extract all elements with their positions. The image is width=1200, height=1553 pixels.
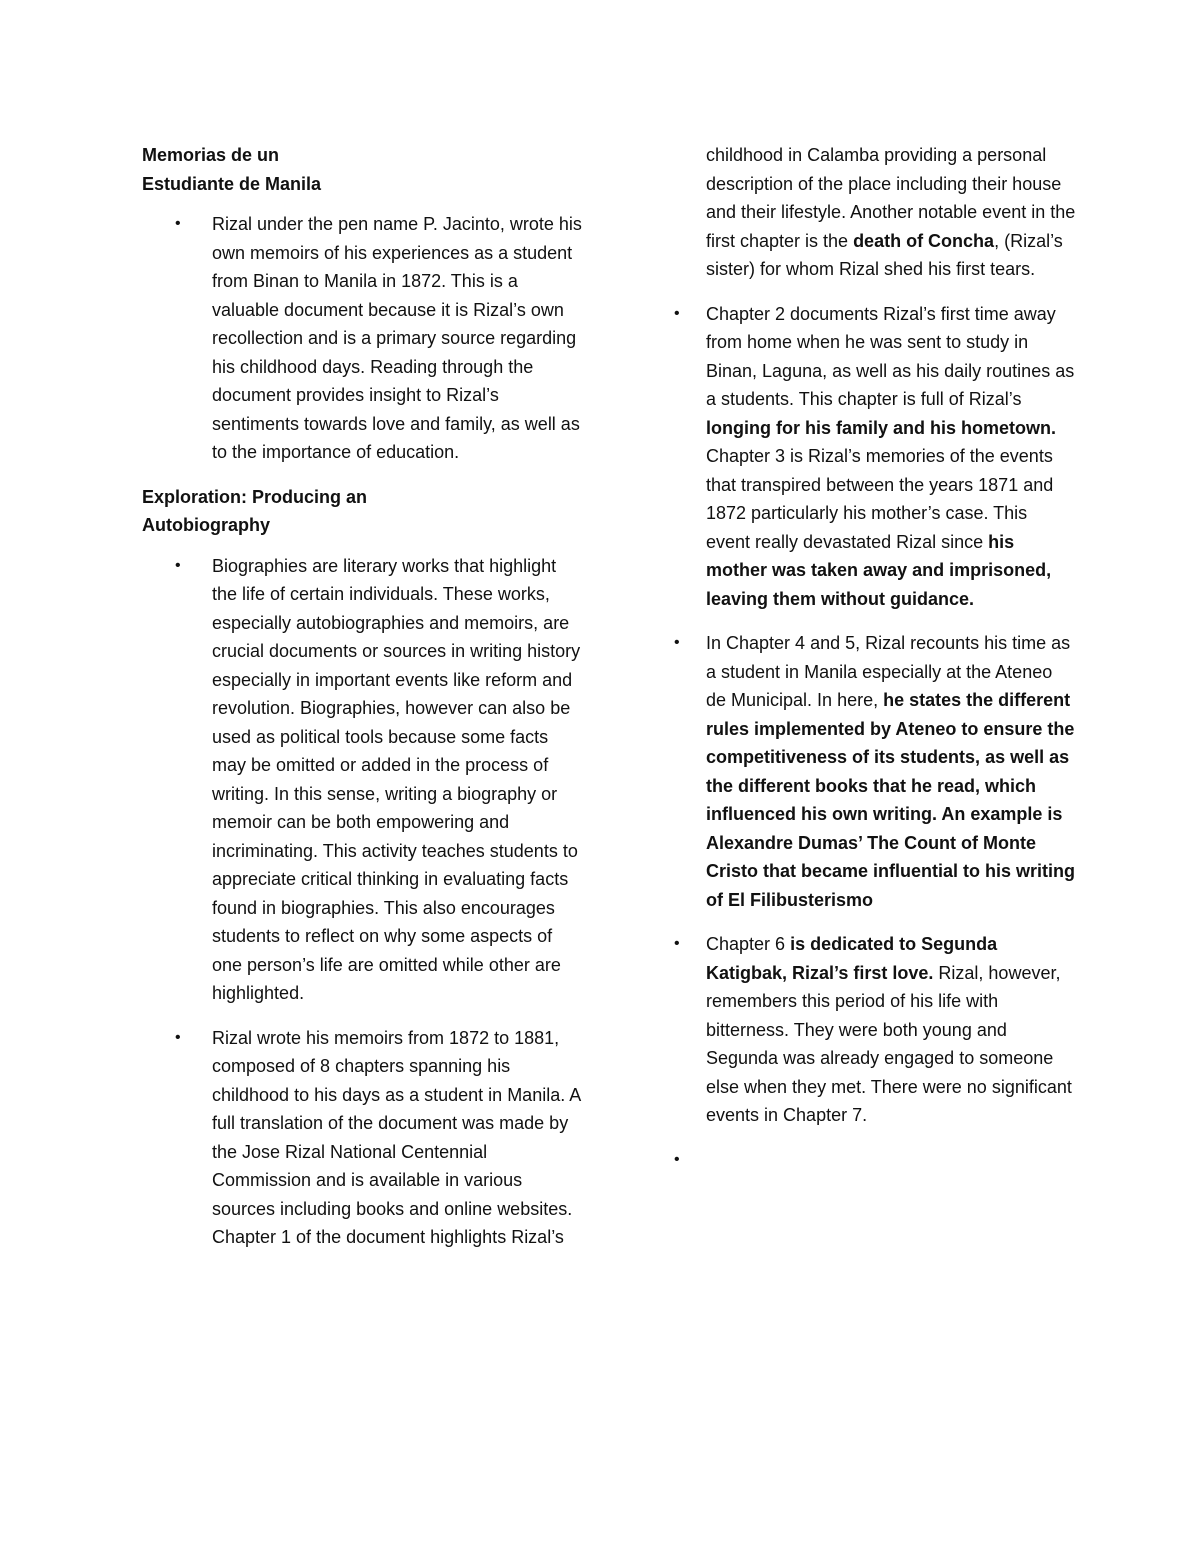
empty-bullet-item <box>676 1146 1076 1175</box>
bullet-list-exploration <box>142 552 582 1252</box>
text-run: In Chapter 4 and 5, Rizal recounts his time as a student in Manila especially at the Ateneo de Municipal. In here, <box>706 633 1071 710</box>
left-column <box>142 141 582 1268</box>
bullet-item <box>676 629 1076 914</box>
bullet-item: • Biographies are literary works that highlight the life of certain individuals. These works, especially autobiographies and memoirs, are crucial documents or sources in writing history especially in important events like reform and revolution. Biographies, however can also be used as political tools because some facts may be omitted or added in the process of writing. In this sense, writing a biography or memoir can be both empowering and incriminating. This activity teaches students to appreciate critical thinking in evaluating facts found in biographies. This also encourages students to reflect on why some aspects of one person’s life are omitted while other are highlighted. <box>142 552 582 1008</box>
right-column <box>676 141 1076 1190</box>
heading-line: Memorias de un <box>142 145 280 165</box>
bold-text-run: he states the different rules implemented by Ateneo to ensure the competitiveness of its students, <box>706 690 1075 767</box>
text-run: Chapter 2 documents Rizal’s first time away from home when he was sent to study in Binan, Laguna, as well as his daily routines as a students. This chapter is full of Rizal’s <box>706 303 1075 409</box>
bullet-item <box>676 300 1076 614</box>
bold-text-run: death of Concha <box>853 230 995 251</box>
text-run: Chapter 3 is Rizal’s memories of the events that transpired between the years 1871 and 1872 particularly his mother’s case. This event really devastated Rizal since <box>706 446 1054 552</box>
bullet-item <box>676 930 1076 1130</box>
heading-line: Estudiante de Manila <box>142 173 322 194</box>
heading-line: Exploration: Producing an <box>142 486 368 507</box>
bold-text-run: longing for his family and his hometown. <box>706 417 1057 438</box>
text-run: , (Rizal’s sister) for whom Rizal shed his first tears. <box>706 230 1063 279</box>
bullet-item: • Rizal wrote his memoirs from 1872 to 1881, composed of 8 chapters spanning his childhood to his days as a student in Manila. A full translation of the document was made by the Jose Rizal National Centennial Commission and is available in various sources including books and online websites. Chapter 1 of the document highlights Rizal’s <box>142 1024 582 1252</box>
bold-text-run: his mother was taken away and imprisoned, leaving them without guidance. <box>706 531 1052 609</box>
bullet-list-chapters <box>676 300 1076 1175</box>
bullet-item: • Rizal under the pen name P. Jacinto, wrote his own memoirs of his experiences as a student from Binan to Manila in 1872. This is a valuable document because it is Rizal’s own recollection and is a primary source regarding his childhood days. Reading through the document provides insight to Rizal’s sentiments towards love and family, as well as to the importance of education. <box>142 210 582 467</box>
text-run: Chapter 6 <box>706 934 791 954</box>
heading-line: Autobiography <box>142 515 270 535</box>
bullet-list-memorias <box>142 210 582 467</box>
section-heading-memorias <box>142 141 582 198</box>
continued-paragraph <box>706 141 1076 284</box>
bold-text-run: as well as the different books that he read, which influenced his own writing. An example is Alexandre Dumas’ The Count of Monte Cristo that became influential to his writing of El Filibusterismo <box>706 747 1076 910</box>
text-run: Rizal, however, remembers this period of his life with bitterness. They were both young and Segunda was already engaged to someone else when they met. There were no significant events in Chapter 7. <box>706 962 1072 1125</box>
bold-text-run: is dedicated to Segunda Katigbak, Rizal’s first love. <box>706 934 998 983</box>
text-run: childhood in Calamba providing a personal description of the place including their house and their lifestyle. Another notable event in the first chapter is the <box>706 145 1076 251</box>
section-heading-exploration <box>142 483 582 540</box>
